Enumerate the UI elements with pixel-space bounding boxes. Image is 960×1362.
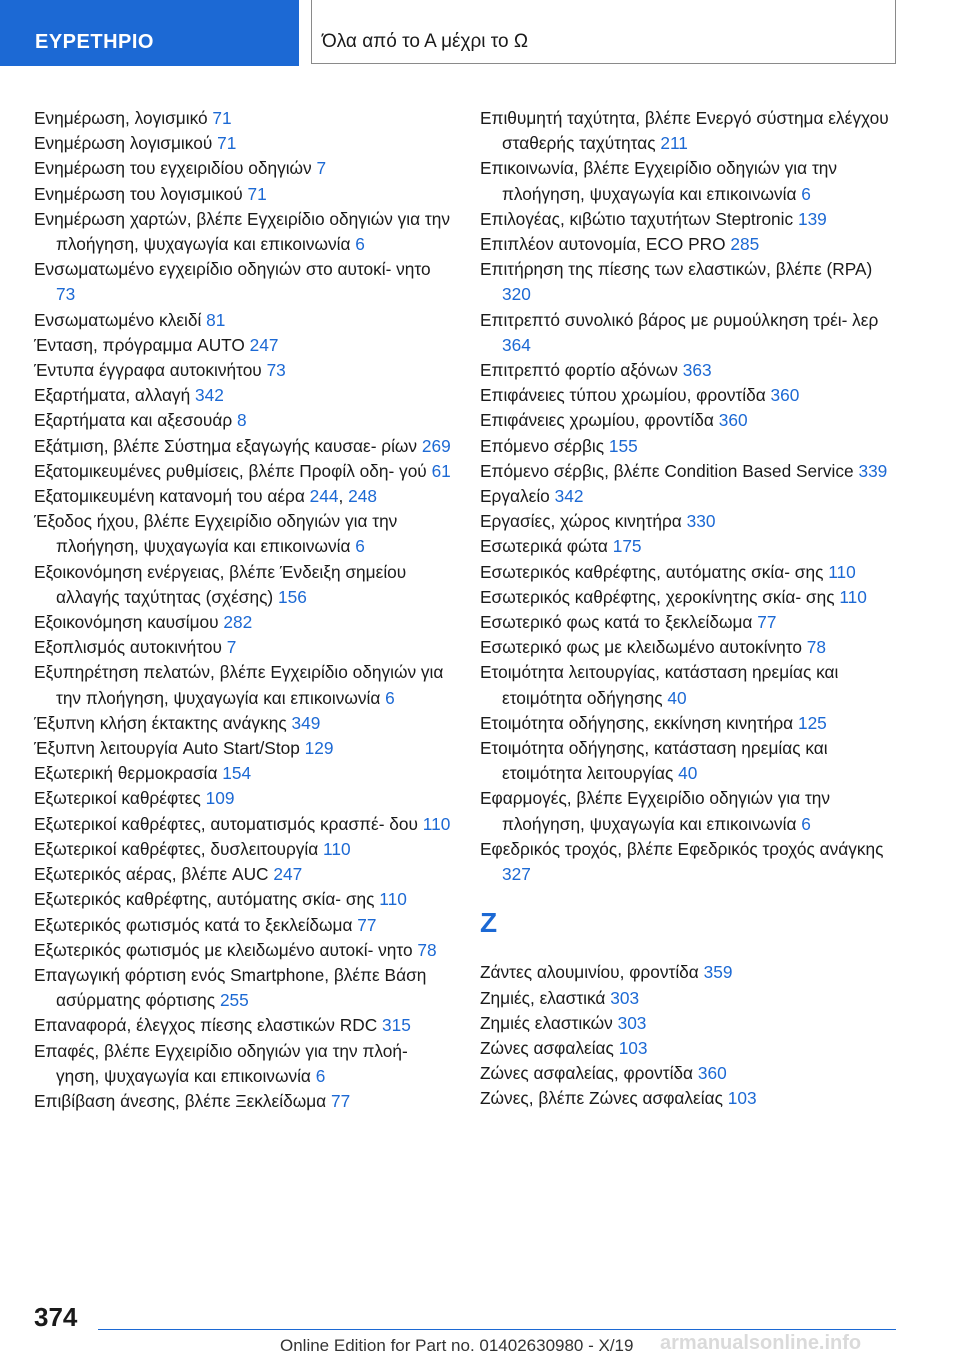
index-entry <box>480 736 890 786</box>
index-entry-term: Εξωτερική θερμοκρασία <box>34 763 223 784</box>
page-reference-link[interactable]: 6 <box>801 813 811 834</box>
index-entry <box>34 862 452 887</box>
index-entry-term: Εσωτερικά φώτα <box>480 536 613 557</box>
index-entry <box>34 509 452 559</box>
index-entry-term: Εσωτερικός καθρέφτης, χεροκίνητης σκία‐ σης <box>480 586 840 607</box>
index-entry-term: Επικοινωνία, βλέπε Εγχειρίδιο οδηγιών για την πλοήγηση, ψυχαγωγία και επικοινωνία <box>480 158 838 204</box>
page-reference-link[interactable]: 156 <box>277 586 307 607</box>
page-reference-link[interactable]: 6 <box>801 183 811 204</box>
index-entry-term: Εξωτερικός φωτισμός κατά το ξεκλείδωμα <box>34 914 358 935</box>
index-entry <box>34 635 452 660</box>
index-entry-term: Έντυπα έγγραφα αυτοκινήτου <box>34 360 267 381</box>
page-reference-link[interactable]: 155 <box>608 435 638 456</box>
index-entry-term: Επιβίβαση άνεσης, βλέπε Ξεκλείδωμα <box>34 1090 331 1111</box>
page-header <box>0 0 960 66</box>
index-entry <box>34 736 452 761</box>
page-reference-link[interactable]: 7 <box>316 158 327 179</box>
page-reference-link[interactable]: 73 <box>56 284 76 305</box>
index-entry <box>34 711 452 736</box>
index-entry <box>34 408 452 433</box>
index-entry <box>34 1089 452 1114</box>
index-entry-term: Εξοπλισμός αυτοκινήτου <box>34 637 227 658</box>
index-entry-term: Ζημιές ελαστικών <box>480 1012 618 1033</box>
page-reference-link[interactable]: 71 <box>212 108 232 128</box>
header-subtitle: Όλα από το Α μέχρι το Ω <box>311 0 896 64</box>
index-column-right <box>480 106 890 1112</box>
index-entry <box>480 711 890 736</box>
index-entry-term: Εσωτερικό φως κατά το ξεκλείδωμα <box>480 612 758 633</box>
page-reference-link[interactable]: 360 <box>770 385 800 406</box>
page-reference-link[interactable]: 71 <box>217 133 237 154</box>
index-entry-term: Εξωτερικός καθρέφτης, αυτόματης σκία‐ σης <box>34 889 380 910</box>
index-entry <box>480 610 890 635</box>
index-entry <box>34 1039 452 1089</box>
index-entry <box>480 960 890 985</box>
page-reference-link[interactable]: 175 <box>612 536 642 557</box>
page-reference-link[interactable]: 103 <box>727 1088 757 1109</box>
index-entry-term: Επόμενο σέρβις <box>480 435 609 456</box>
page-reference-link[interactable]: 360 <box>718 410 748 431</box>
index-entry <box>480 106 890 156</box>
page-reference-link[interactable]: 110 <box>839 586 867 607</box>
index-entry-term: Ενημέρωση του εγχειριδίου οδηγιών <box>34 158 317 179</box>
index-entry <box>480 459 890 484</box>
index-entry <box>34 913 452 938</box>
index-entry <box>480 257 890 307</box>
index-entry <box>34 660 452 710</box>
page-reference-link[interactable]: 7 <box>226 637 237 658</box>
index-entry <box>34 812 452 837</box>
index-entry-term: Επόμενο σέρβις, βλέπε Condition Based Service <box>480 460 859 481</box>
page-reference-link[interactable]: 363 <box>682 360 712 381</box>
index-entry <box>480 207 890 232</box>
page-reference-link[interactable]: 359 <box>703 962 733 983</box>
page-reference-link[interactable]: 110 <box>422 813 451 834</box>
index-entry-term: Επαφές, βλέπε Εγχειρίδιο οδηγιών για την πλοή‐ γηση, ψυχαγωγία και επικοινωνία <box>34 1040 408 1086</box>
index-entry <box>34 887 452 912</box>
page-reference-link[interactable]: 303 <box>617 1012 647 1033</box>
index-entry <box>34 131 452 156</box>
index-entry <box>34 383 452 408</box>
page-reference-link[interactable]: 244 <box>309 486 339 507</box>
index-entry-term: Εργαλείο <box>480 486 555 507</box>
page-reference-link[interactable]: 73 <box>266 360 286 381</box>
index-entry-term: Ζημιές, ελαστικά <box>480 987 611 1008</box>
index-entry-term: Εξωτερικός αέρας, βλέπε AUC <box>34 864 274 885</box>
index-entry-term: Επιλογέας, κιβώτιο ταχυτήτων Steptronic <box>480 208 798 229</box>
page-number: 374 <box>34 1302 78 1332</box>
index-entry <box>480 308 890 358</box>
index-column-left <box>34 106 452 1114</box>
index-list-e-continued <box>480 106 890 887</box>
index-entry <box>480 156 890 206</box>
index-entry-term: Εσωτερικό φως με κλειδωμένο αυτοκίνητο <box>480 637 807 658</box>
index-entry <box>480 786 890 836</box>
index-entry <box>34 106 452 131</box>
page-reference-link[interactable]: 342 <box>554 486 584 507</box>
index-entry <box>480 1061 890 1086</box>
index-entry-term: Εξυπηρέτηση πελατών, βλέπε Εγχειρίδιο οδηγιών για την πλοήγηση, ψυχαγωγία και επικοινωνία <box>34 662 444 708</box>
index-entry-term: Επιτρεπτό φορτίο αξόνων <box>480 360 683 381</box>
index-entry-term: Ζώνες, βλέπε Ζώνες ασφαλείας <box>480 1088 728 1109</box>
index-entry-term: Επιφάνειες χρωμίου, φροντίδα <box>480 410 719 431</box>
index-entry <box>34 182 452 207</box>
index-list-z <box>480 960 890 1111</box>
index-entry-term: Εξατομικευμένη κατανομή του αέρα <box>34 486 310 507</box>
index-entry-term: Εξωτερικοί καθρέφτες, δυσλειτουργία <box>34 838 324 859</box>
page-reference-link[interactable]: 285 <box>730 234 760 255</box>
index-entry-term: Ετοιμότητα οδήγησης, κατάσταση ηρεμίας και ετοιμότητα λειτουργίας <box>480 738 828 784</box>
index-entry-term: Εξωτερικοί καθρέφτες, αυτοματισμός κρασπέ‐ δου <box>34 813 423 834</box>
index-entry <box>34 786 452 811</box>
page-reference-link[interactable]: 360 <box>697 1063 727 1084</box>
index-entry <box>480 434 890 459</box>
index-entry-term: Επαγωγική φόρτιση ενός Smartphone, βλέπε Βάση ασύρματης φόρτισης <box>34 964 427 1011</box>
page-reference-link[interactable]: 248 <box>348 486 377 507</box>
page-reference-link[interactable]: 6 <box>385 687 395 708</box>
index-entry <box>480 585 890 610</box>
index-entry-term: Εφεδρικός τροχός, βλέπε Εφεδρικός τροχός ανάγκης <box>480 838 884 859</box>
index-entry <box>34 837 452 862</box>
index-entry <box>480 484 890 509</box>
index-entry <box>34 560 452 610</box>
index-entry-term: Ετοιμότητα λειτουργίας, κατάσταση ηρεμίας και ετοιμότητα οδήγησης <box>480 662 839 708</box>
index-entry <box>34 257 452 307</box>
index-entry <box>34 938 452 963</box>
index-entry <box>34 358 452 383</box>
page-reference-link[interactable]: 247 <box>273 864 303 885</box>
index-entry-term: Εσωτερικός καθρέφτης, αυτόματης σκία‐ σης <box>480 561 829 582</box>
page-reference-link[interactable]: 81 <box>206 309 226 330</box>
page-reference-link[interactable]: 342 <box>195 385 224 406</box>
index-entry-term: Εξωτερικός φωτισμός με κλειδωμένο αυτοκί‐ νητο <box>34 939 418 960</box>
page-reference-link[interactable]: 247 <box>249 334 279 355</box>
index-entry-term: Εξοικονόμηση ενέργειας, βλέπε Ένδειξη σημείου αλλαγής ταχύτητας (σχέσης) <box>34 561 407 607</box>
page-reference-link[interactable]: 110 <box>323 838 351 859</box>
index-entry <box>480 358 890 383</box>
index-entry <box>480 408 890 433</box>
index-entry-term: Επιτρεπτό συνολικό βάρος με ρυμούλκηση τρέι‐ λερ <box>480 309 879 330</box>
index-entry <box>480 837 890 887</box>
index-entry-term: Ενημέρωση του λογισμικού <box>34 183 248 204</box>
index-entry-term: Εξωτερικοί καθρέφτες <box>34 788 206 809</box>
index-entry <box>480 534 890 559</box>
index-entry-term: Ενημέρωση χαρτών, βλέπε Εγχειρίδιο οδηγιών για την πλοήγηση, ψυχαγωγία και επικοινωνία <box>34 208 450 255</box>
page-reference-link[interactable]: 78 <box>806 637 827 658</box>
page-reference-link[interactable]: 211 <box>660 133 688 154</box>
index-entry-term: Έξοδος ήχου, βλέπε Εγχειρίδιο οδηγιών για την πλοήγηση, ψυχαγωγία και επικοινωνία <box>34 511 398 557</box>
index-entry <box>480 383 890 408</box>
index-entry <box>34 156 452 181</box>
index-entry <box>34 963 452 1013</box>
index-entry <box>34 333 452 358</box>
page-reference-link[interactable]: 327 <box>502 864 531 885</box>
page-reference-link[interactable]: 103 <box>618 1037 648 1058</box>
page-reference-link[interactable]: 8 <box>236 410 247 431</box>
index-entry <box>34 308 452 333</box>
index-entry-term: Εφαρμογές, βλέπε Εγχειρίδιο οδηγιών για την πλοήγηση, ψυχαγωγία και επικοινωνία <box>480 788 831 834</box>
page-reference-link[interactable]: 40 <box>678 763 698 784</box>
index-entry <box>480 560 890 585</box>
page-reference-link[interactable]: 77 <box>330 1090 351 1111</box>
footer-divider <box>98 1329 896 1330</box>
index-entry <box>34 1013 452 1038</box>
index-entry-term: Ετοιμότητα οδήγησης, εκκίνηση κινητήρα <box>480 712 798 733</box>
page-reference-link[interactable]: 6 <box>315 1065 326 1086</box>
page-reference-link[interactable]: 125 <box>797 712 827 733</box>
index-entry <box>480 1036 890 1061</box>
page-reference-link[interactable]: 303 <box>610 987 640 1008</box>
watermark-logo: armanualsonline.info <box>660 1332 862 1354</box>
index-entry-term: Επιτήρηση της πίεσης των ελαστικών, βλέπε (RPA) <box>480 259 873 280</box>
index-entry <box>34 761 452 786</box>
footer-edition-text: Online Edition for Part no. 01402630980 - X/19 <box>280 1336 634 1355</box>
index-entry-term: Έξυπνη λειτουργία Auto Start/Stop <box>34 738 305 759</box>
index-tab[interactable]: ΕΥΡΕΤΗΡΙΟ <box>0 0 299 66</box>
index-entry <box>480 1011 890 1036</box>
index-entry-term: Εξαρτήματα, αλλαγή <box>34 385 195 406</box>
page-reference-link[interactable]: 315 <box>382 1015 411 1036</box>
page-reference-link[interactable]: 154 <box>222 763 252 784</box>
page-reference-link[interactable]: 282 <box>223 612 253 633</box>
index-entry <box>480 635 890 660</box>
index-entry-term: Έξυπνη κλήση έκτακτης ανάγκης <box>34 712 292 733</box>
page-reference-link[interactable]: 364 <box>502 334 531 355</box>
page-reference-link[interactable]: 349 <box>291 712 321 733</box>
index-entry-term: Εργασίες, χώρος κινητήρα <box>480 511 687 532</box>
index-entry <box>34 207 452 257</box>
page-reference-link[interactable]: 330 <box>686 511 716 532</box>
index-entry-term: Εξατομικευμένες ρυθμίσεις, βλέπε Προφίλ οδη‐ γού <box>34 460 432 481</box>
page-reference-link[interactable]: 320 <box>502 284 531 305</box>
index-entry-term: Ενσωματωμένο εγχειρίδιο οδηγιών στο αυτοκί‐ νητο <box>34 259 431 280</box>
index-entry-term: Επιφάνειες τύπου χρωμίου, φροντίδα <box>480 385 771 406</box>
index-entry <box>480 232 890 257</box>
index-entry-term: Ζάντες αλουμινίου, φροντίδα <box>480 962 704 983</box>
index-entry <box>480 660 890 710</box>
page-reference-link[interactable]: 109 <box>205 788 235 809</box>
index-entry-term: Ζώνες ασφαλείας <box>480 1037 619 1058</box>
page-reference-link[interactable]: 40 <box>667 687 687 708</box>
page-reference-link[interactable]: 78 <box>417 939 437 960</box>
page-reference-link[interactable]: 110 <box>379 889 407 910</box>
index-entry-term: Επαναφορά, έλεγχος πίεσης ελαστικών RDC <box>34 1015 382 1036</box>
index-entry <box>34 459 452 484</box>
index-entry <box>34 610 452 635</box>
page-reference-link[interactable]: 255 <box>219 990 249 1011</box>
index-entry-term: Ενσωματωμένο κλειδί <box>34 309 207 330</box>
page-reference-link[interactable]: 77 <box>357 914 377 935</box>
index-entry-term: Εξοικονόμηση καυσίμου <box>34 612 224 633</box>
section-letter-z: Z <box>480 907 498 939</box>
page-reference-link[interactable]: 129 <box>304 738 334 759</box>
page-reference-link[interactable]: 71 <box>247 183 267 204</box>
index-entry <box>480 1086 890 1111</box>
index-entry-term: Ενημέρωση, λογισμικό <box>34 108 213 128</box>
index-entry <box>34 434 452 459</box>
page-reference-link[interactable]: 77 <box>757 612 777 633</box>
page-reference-link[interactable]: 269 <box>421 435 451 456</box>
index-entry <box>480 509 890 534</box>
page-reference-link[interactable]: 6 <box>355 234 365 255</box>
page-reference-link[interactable]: 6 <box>355 536 365 557</box>
index-entry-term: Επιπλέον αυτονομία, ECO PRO <box>480 234 731 255</box>
index-entry: Εξατομικευμένη κατανομή του αέρα 244, 248 <box>34 486 377 507</box>
index-entry <box>480 986 890 1011</box>
index-entry-term: Εξαρτήματα και αξεσουάρ <box>34 410 237 431</box>
index-entry-term: Ένταση, πρόγραμμα AUTO <box>34 334 250 355</box>
page-reference-link[interactable]: 110 <box>828 561 856 582</box>
index-entry-term: Ζώνες ασφαλείας, φροντίδα <box>480 1063 698 1084</box>
index-entry-term: Ενημέρωση λογισμικού <box>34 133 218 154</box>
index-entry-term: Εξάτμιση, βλέπε Σύστημα εξαγωγής καυσαε‐ ρίων <box>34 435 422 456</box>
page-reference-link[interactable]: 139 <box>797 208 827 229</box>
index-entry-term: Επιθυμητή ταχύτητα, βλέπε Ενεργό σύστημα ελέγχου σταθερής ταχύτητας <box>480 108 889 154</box>
page-reference-link[interactable]: 61 <box>431 460 451 481</box>
page-reference-link[interactable]: 339 <box>858 460 888 481</box>
